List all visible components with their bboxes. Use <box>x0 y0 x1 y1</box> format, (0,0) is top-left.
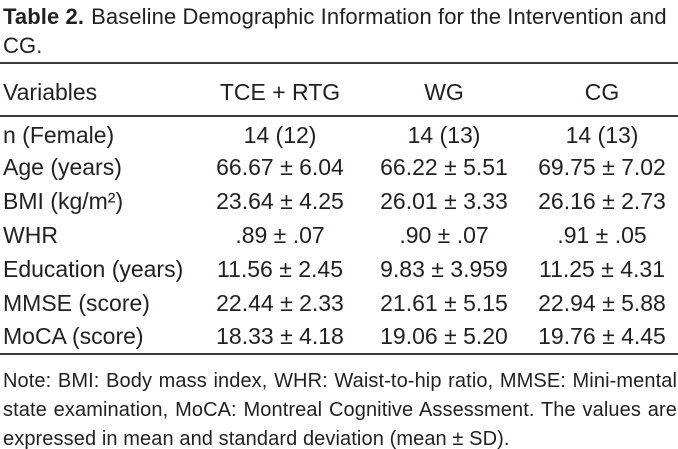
variable-cell: WHR <box>3 221 58 248</box>
value-cell: 14 (13) <box>407 122 481 148</box>
value-cell: 11.25 ± 4.31 <box>538 255 666 282</box>
value-cell: 11.56 ± 2.45 <box>216 255 344 282</box>
table-row <box>0 252 678 286</box>
value-cell: 22.44 ± 2.33 <box>216 289 344 316</box>
demographics-table <box>0 62 678 355</box>
table-row <box>0 116 678 150</box>
value-cell: 14 (12) <box>243 122 317 148</box>
variable-cell: Education (years) <box>3 255 184 282</box>
value-cell: .90 ± .07 <box>399 221 489 248</box>
value-cell: .89 ± .07 <box>235 221 325 248</box>
value-cell: .91 ± .05 <box>557 221 647 248</box>
value-cell: 19.76 ± 4.45 <box>538 323 666 349</box>
header-row <box>0 63 678 116</box>
value-cell: 9.83 ± 3.959 <box>380 255 508 282</box>
variable-cell: Age (years) <box>3 153 122 180</box>
table-row <box>0 320 678 354</box>
value-cell: 23.64 ± 4.25 <box>216 187 344 214</box>
variable-cell: MMSE (score) <box>3 289 150 316</box>
value-cell: 66.67 ± 6.04 <box>216 153 344 180</box>
table-caption-text: Baseline Demographic Information for the Intervention and CG. <box>3 4 667 58</box>
value-cell: 26.01 ± 3.33 <box>380 187 508 214</box>
table-row <box>0 184 678 218</box>
variable-cell: BMI (kg/m²) <box>3 187 124 214</box>
table-row <box>0 286 678 320</box>
variable-cell: n (Female) <box>3 122 115 148</box>
table-row <box>0 150 678 184</box>
value-cell: 21.61 ± 5.15 <box>380 289 508 316</box>
value-cell: 22.94 ± 5.88 <box>538 289 666 316</box>
column-header-variables: Variables <box>0 63 198 116</box>
table-note: Note: BMI: Body mass index, WHR: Waist-to-hip ratio, MMSE: Mini-mental state examination, MoCA: Montreal Cognitive Assessment. The values are expressed in mean and standard deviation (mean ± SD). <box>3 370 677 449</box>
value-cell: 19.06 ± 5.20 <box>380 323 508 349</box>
value-cell: 69.75 ± 7.02 <box>538 153 666 180</box>
value-cell: 66.22 ± 5.51 <box>380 153 508 180</box>
table-number-label: Table 2. <box>3 4 85 29</box>
column-header-tce-rtg: TCE + RTG <box>198 63 362 116</box>
value-cell: 18.33 ± 4.18 <box>216 323 344 349</box>
column-header-wg: WG <box>362 63 526 116</box>
value-cell: 14 (13) <box>565 122 639 148</box>
table-row <box>0 218 678 252</box>
variable-cell: MoCA (score) <box>3 323 144 349</box>
table-caption <box>0 0 678 60</box>
column-header-cg: CG <box>526 63 678 116</box>
value-cell: 26.16 ± 2.73 <box>538 187 666 214</box>
